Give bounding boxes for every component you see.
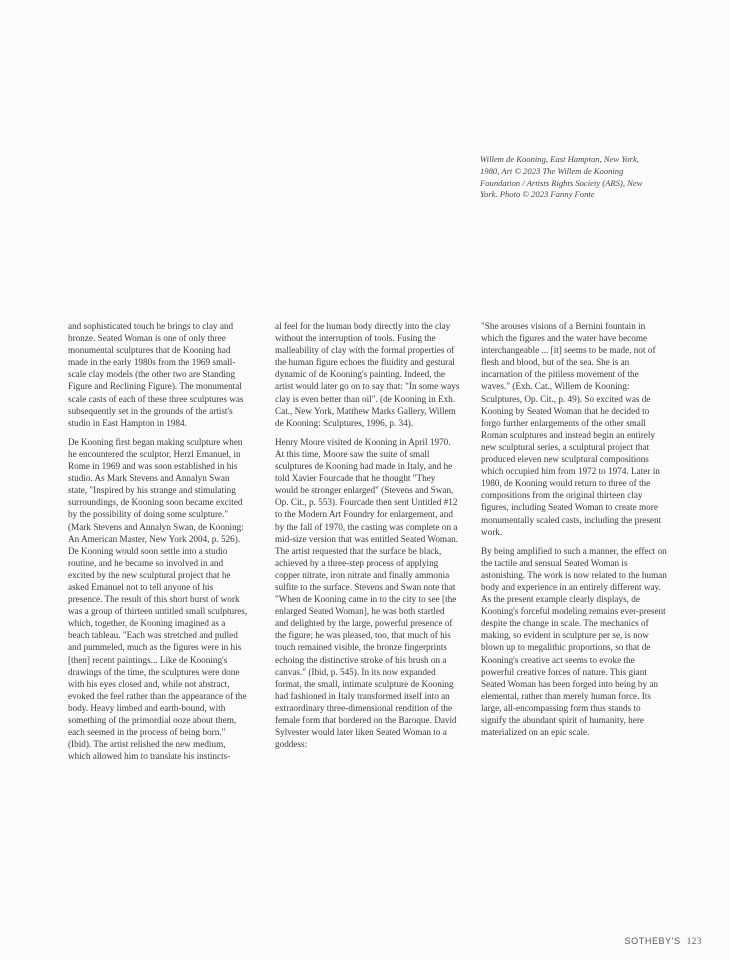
paragraph: By being amplified to such a manner, the effect on the tactile and sensual Seated Woman is astonishing. The work is now related to the human body and experience in an entirely different way. As the present example clearly displays, de Kooning's forceful modeling remains ever-present despite the change in scale. The mechanics of making, so evident in sculpture per se, is now blown up to megalithic proportions, so that de Kooning's creative act seems to evoke the powerful creative forces of nature. This giant Seated Woman has been forged into being by an elemental, rather than merely human force. Its large, all-encompassing form thus stands to signify the abundant spirit of humanity, here materialized on an epic scale. bbox=[481, 545, 667, 738]
page-number: 123 bbox=[686, 936, 702, 946]
page-folio bbox=[625, 936, 702, 946]
folio-label: SOTHEBY'S bbox=[624, 936, 681, 946]
text-column-1 bbox=[68, 320, 248, 769]
paragraph: and sophisticated touch he brings to clay and bronze. Seated Woman is one of only three monumental sculptures that de Kooning had made in the early 1980s from the 1969 small-scale clay models (the other two are Standing Figure and Reclining Figure). The monumental scale casts of each of these three sculptures was subsequently set in the grounds of the artist's studio in East Hampton in 1984. bbox=[68, 321, 244, 428]
text-column-3 bbox=[481, 320, 667, 745]
paragraph: Henry Moore visited de Kooning in April 1970. At this time, Moore saw the suite of small sculptures de Kooning had made in Italy, and he told Xavier Fourcade that he thought "They would be stronger enlarged" (Stevens and Swan, Op. Cit., p. 553). Fourcade then sent Untitled #12 to the Modern Art Foundry for enlargement, and by the fall of 1970, the casting was complete on a mid-size version that was entitled Seated Woman. The artist requested that the surface be black, achieved by a three-step process of applying copper nitrate, iron nitrate and finally ammonia sulfite to the surface. Stevens and Swan note that "When de Kooning came in to the city to see [the enlarged Seated Woman], he was both startled and delighted by the large, powerful presence of the figure; he was pleased, too, that much of his touch remained visible, the bronze fingerprints echoing the distinctive stroke of his brush on a canvas." (Ibid, p. 545). In its now expanded format, the small, intimate sculpture de Kooning had fashioned in Italy transformed itself into an extraordinary three-dimensional rendition of the female form that bordered on the Baroque. David Sylvester would later liken Seated Woman to a goddess: bbox=[275, 436, 459, 750]
paragraph: al feel for the human body directly into the clay without the interruption of tools. Fusing the malleability of clay with the formal properties of the human figure echoes the fluidity and gestural dynamic of de Kooning's painting. Indeed, the artist would later go on to say that: "In some ways clay is even better than oil". (de Kooning in Exh. Cat., New York, Matthew Marks Gallery, Willem de Kooning: Sculptures, 1996, p. 34). bbox=[275, 321, 460, 428]
paragraph: "She arouses visions of a Bernini fountain in which the figures and the water have become interchangeable ... [it] seems to be made, not of flesh and blood, but of the sea. She is an incarnation of the pitiless movement of the waves." (Exh. Cat., Willem de Kooning: Sculptures, Op. Cit., p. 49). So excited was de Kooning by Seated Woman that he decided to forgo further enlargements of the other small Roman sculptures and instead begin an entirely new sculptural series, a sculptural project that produced eleven new sculptural compositions which occupied him from 1972 to 1974. Later in 1980, de Kooning would return to three of the compositions from the original thirteen clay figures, including Seated Woman to create more monumentally scaled casts, including the present work. bbox=[481, 321, 662, 537]
paragraph: De Kooning first began making sculpture when he encountered the sculptor, Herzl Emanuel, in Rome in 1969 and was soon established in his studio. As Mark Stevens and Annalyn Swan state, "Inspired by his strange and stimulating surroundings, de Kooning soon became excited by the possibility of doing some sculpture." (Mark Stevens and Annalyn Swan, de Kooning: An American Master, New York 2004, p. 526). De Kooning would soon settle into a studio routine, and he became so involved in and excited by the new sculptural project that he asked Emanuel not to tell anyone of his presence. The result of this short burst of work was a group of thirteen untitled small sculptures, which, together, de Kooning imagined as a beach tableau. "Each was stretched and pulled and pummeled, much as the figures were in his [then] recent paintings... Like de Kooning's drawings of the time, the sculptures were done with his eyes closed and, while not abstract, evoked the feel rather than the appearance of the body. Heavy limbed and earth-bound, with something of the primordial ooze about them, each seemed in the process of being born." (Ibid). The artist relished the new medium, which allowed him to translate his instincts- bbox=[68, 436, 248, 762]
photo-caption: Willem de Kooning, East Hampton, New York, 1980, Art © 2023 The Willem de Kooning Foundation / Artists Rights Society (ARS), New York. Photo © 2023 Fanny Fonte bbox=[480, 154, 643, 200]
text-column-2 bbox=[275, 320, 460, 757]
